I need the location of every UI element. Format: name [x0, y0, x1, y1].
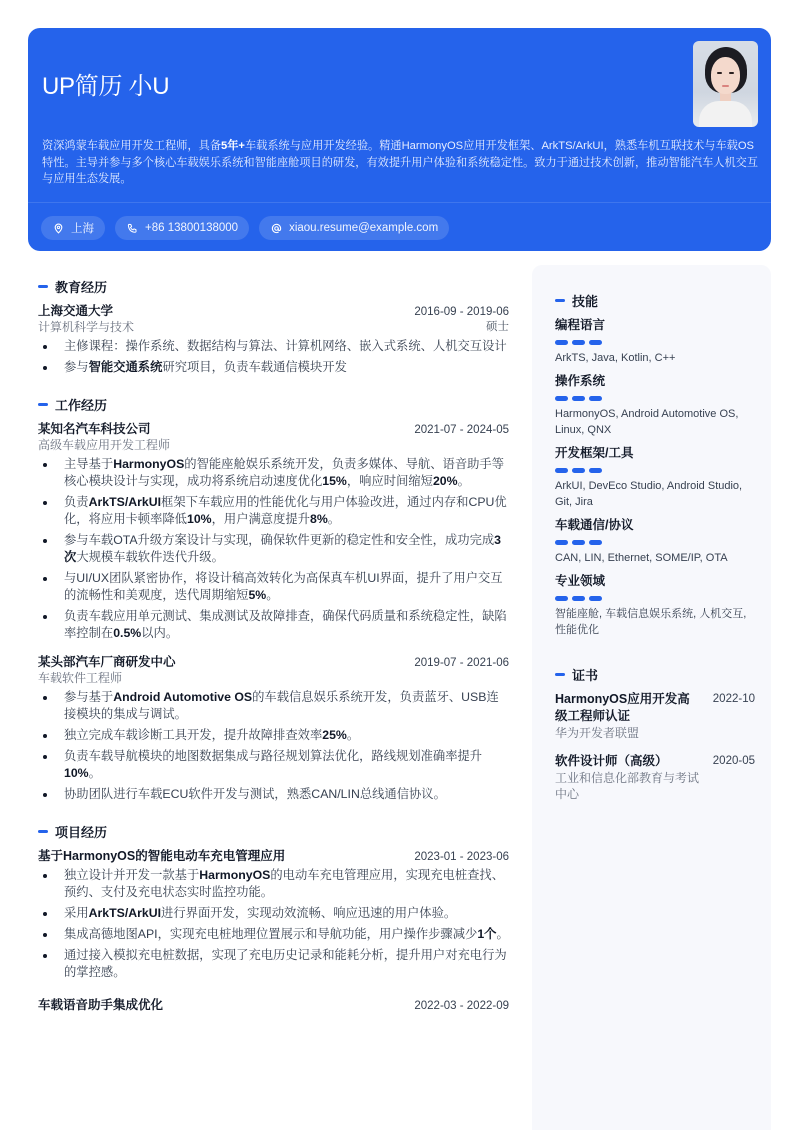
- contact-location-text: 上海: [71, 223, 94, 235]
- skill-values: CAN, LIN, Ethernet, SOME/IP, OTA: [555, 552, 728, 564]
- work-date: 2019-07 - 2021-06: [414, 657, 509, 669]
- certificate-issuer: 华为开发者联盟: [555, 726, 640, 740]
- header-divider: [28, 202, 771, 203]
- section-title: 工作经历: [38, 394, 509, 414]
- job-role: 车载软件工程师: [38, 671, 123, 685]
- bullet-item: 参与车载OTA升级方案设计与实现，确保软件更新的稳定性和安全性，成功完成3次大规模车载软件迭代升级。: [38, 532, 509, 566]
- skill-group: [555, 517, 755, 566]
- section-marker-icon: [38, 830, 48, 833]
- certificate-entry: [555, 753, 755, 802]
- work-entry: [38, 652, 509, 803]
- education-section: [38, 276, 509, 376]
- sidebar: [532, 265, 771, 1130]
- project-bullets: [38, 867, 509, 981]
- education-bullets: [38, 338, 509, 376]
- skill-level-indicator: [555, 596, 755, 601]
- bullet-item: 主导基于HarmonyOS的智能座舱娱乐系统开发，负责多媒体、导航、语音助手等核心模块设计与实现，成功将系统启动速度优化15%，响应时间缩短20%。: [38, 456, 509, 490]
- skill-category: 车载通信/协议: [555, 518, 634, 532]
- skill-group: [555, 317, 755, 366]
- skill-values: ArkUI, DevEco Studio, Android Studio, Git, Jira: [555, 480, 743, 508]
- section-title: 技能: [555, 290, 755, 310]
- resume-header: [28, 28, 771, 251]
- location-pin-icon: [53, 223, 64, 234]
- at-sign-icon: [271, 223, 282, 234]
- contact-list: [41, 216, 449, 240]
- work-bullets: [38, 456, 509, 642]
- section-marker-icon: [555, 299, 565, 302]
- contact-location: [41, 216, 105, 240]
- bullet-item: 通过接入模拟充电桩数据，实现了充电历史记录和能耗分析，提升用户对充电行为的掌控感。: [38, 947, 509, 981]
- skill-level-indicator: [555, 396, 755, 401]
- company-name: 某知名汽车科技公司: [38, 422, 151, 436]
- skill-category: 操作系统: [555, 374, 606, 388]
- contact-phone-text: +86 13800138000: [145, 222, 239, 234]
- contact-phone[interactable]: [115, 216, 249, 240]
- education-entry: [38, 301, 509, 376]
- skill-group: [555, 373, 755, 438]
- skill-values: HarmonyOS, Android Automotive OS, Linux, QNX: [555, 408, 739, 436]
- certificate-entry: [555, 691, 755, 741]
- skill-values: 智能座舱, 车载信息娱乐系统, 人机交互, 性能优化: [555, 608, 747, 636]
- skill-group: [555, 445, 755, 510]
- profile-photo: [693, 41, 758, 127]
- section-marker-icon: [555, 673, 565, 676]
- skill-category: 开发框架/工具: [555, 446, 634, 460]
- company-name: 某头部汽车厂商研发中心: [38, 655, 176, 669]
- skill-category: 专业领域: [555, 574, 606, 588]
- bullet-item: 集成高德地图API，实现充电桩地理位置展示和导航功能，用户操作步骤减少1个。: [38, 926, 509, 943]
- major: 计算机科学与技术: [38, 320, 135, 334]
- skill-values: ArkTS, Java, Kotlin, C++: [555, 352, 676, 364]
- bullet-item: 主修课程：操作系统、数据结构与算法、计算机网络、嵌入式系统、人机交互设计: [38, 338, 509, 355]
- profile-summary: 资深鸿蒙车载应用开发工程师，具备5年+车载系统与应用开发经验。精通HarmonyOS应用开发框架、ArkTS/ArkUI，熟悉车机互联技术与车载OS特性。主导并参与多个核心车载娱乐系统和智能座舱项目的研发，有效提升用户体验和系统稳定性。致力于通过技术创新，推动智能汽车人机交互与应用生态发展。: [42, 140, 759, 185]
- section-title: 项目经历: [38, 821, 509, 841]
- certificate-name: HarmonyOS应用开发高级工程师认证: [555, 692, 690, 723]
- certificate-date: 2022-10: [712, 693, 755, 705]
- work-bullets: [38, 689, 509, 803]
- project-date: 2023-01 - 2023-06: [414, 851, 509, 863]
- job-role: 高级车载应用开发工程师: [38, 438, 171, 452]
- section-title: 教育经历: [38, 276, 509, 296]
- bullet-item: 参与智能交通系统研究项目，负责车载通信模块开发: [38, 359, 509, 376]
- work-section: [38, 394, 509, 803]
- school-name: 上海交通大学: [38, 304, 114, 318]
- skill-level-indicator: [555, 468, 755, 473]
- project-date: 2022-03 - 2022-09: [414, 1000, 509, 1012]
- section-marker-icon: [38, 403, 48, 406]
- project-name: 基于HarmonyOS的智能电动车充电管理应用: [38, 849, 286, 863]
- section-marker-icon: [38, 285, 48, 288]
- work-entry: [38, 419, 509, 642]
- skill-level-indicator: [555, 540, 755, 545]
- project-entry: [38, 846, 509, 981]
- skill-level-indicator: [555, 340, 755, 345]
- bullet-item: 负责ArkTS/ArkUI框架下车载应用的性能优化与用户体验改进，通过内存和CPU优化，将应用卡顿率降低10%，用户满意度提升8%。: [38, 494, 509, 528]
- section-title: 证书: [555, 664, 755, 684]
- project-name: 车载语音助手集成优化: [38, 998, 164, 1012]
- bullet-item: 参与基于Android Automotive OS的车载信息娱乐系统开发，负责蓝牙、USB连接模块的集成与调试。: [38, 689, 509, 723]
- bullet-item: 采用ArkTS/ArkUI进行界面开发，实现动效流畅、响应迅速的用户体验。: [38, 905, 509, 922]
- main-column: [38, 276, 509, 1031]
- phone-icon: [127, 223, 138, 234]
- bullet-item: 独立设计并开发一款基于HarmonyOS的电动车充电管理应用，实现充电桩查找、预约、支付及充电状态实时监控功能。: [38, 867, 509, 901]
- skill-category: 编程语言: [555, 318, 606, 332]
- education-date: 2016-09 - 2019-06: [414, 306, 509, 318]
- bullet-item: 独立完成车载诊断工具开发，提升故障排查效率25%。: [38, 727, 509, 744]
- project-entry: [38, 995, 509, 1013]
- bullet-item: 负责车载导航模块的地图数据集成与路径规划算法优化，路线规划准确率提升10%。: [38, 748, 509, 782]
- skill-group: [555, 573, 755, 638]
- projects-section: [38, 821, 509, 1013]
- certificate-issuer: 工业和信息化部教育与考试中心: [555, 771, 700, 801]
- candidate-name: UP简历 小U: [42, 73, 170, 100]
- certificate-date: 2020-05: [712, 755, 755, 767]
- contact-email-text: xiaou.resume@example.com: [289, 222, 439, 234]
- work-date: 2021-07 - 2024-05: [414, 424, 509, 436]
- contact-email[interactable]: [259, 216, 449, 240]
- bullet-item: 协助团队进行车载ECU软件开发与测试，熟悉CAN/LIN总线通信协议。: [38, 786, 509, 803]
- degree: 硕士: [486, 321, 509, 333]
- certificates-section: [555, 664, 755, 802]
- certificate-name: 软件设计师（高级）: [555, 754, 668, 768]
- bullet-item: 负责车载应用单元测试、集成测试及故障排查，确保代码质量和系统稳定性，缺陷率控制在0.5%以内。: [38, 608, 509, 642]
- bullet-item: 与UI/UX团队紧密协作，将设计稿高效转化为高保真车机UI界面，提升了用户交互的流畅性和美观度，迭代周期缩短5%。: [38, 570, 509, 604]
